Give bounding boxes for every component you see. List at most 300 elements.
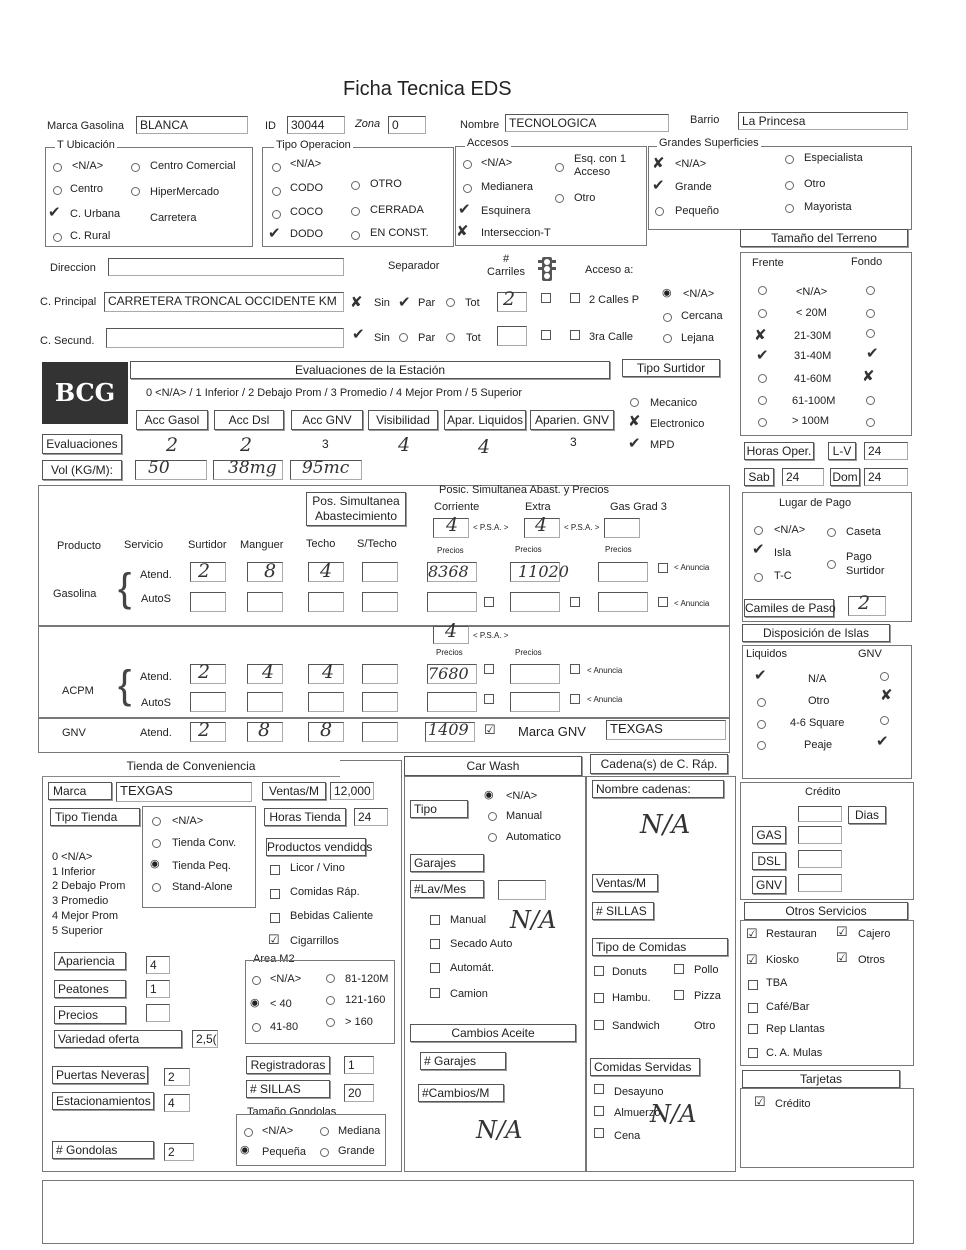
selected-radio-icon: ◉ bbox=[484, 789, 494, 801]
accesos-opt: Esquinera bbox=[481, 205, 531, 217]
acpm-label: ACPM bbox=[62, 685, 94, 697]
separador-label: Separador bbox=[388, 260, 440, 272]
nombre-cadenas-label: Nombre cadenas: bbox=[592, 780, 724, 798]
sillas-tienda-field[interactable]: 20 bbox=[344, 1084, 374, 1102]
radio[interactable] bbox=[758, 418, 767, 427]
comida-opt: Sandwich bbox=[612, 1020, 660, 1032]
radio[interactable] bbox=[463, 160, 472, 169]
eval-col: Apar. Liquidos bbox=[444, 410, 526, 430]
surtidor-opt: MPD bbox=[650, 439, 675, 451]
nombre-field[interactable]: TECNOLOGICA bbox=[505, 114, 669, 132]
carwash-check: Automát. bbox=[450, 962, 495, 974]
carwash-check: Camion bbox=[450, 988, 488, 1000]
acpm-psa-value: 4 bbox=[445, 620, 458, 642]
checkbox[interactable] bbox=[658, 597, 668, 607]
operacion-opt: CERRADA bbox=[370, 204, 424, 216]
scale-item: 0 <N/A> bbox=[52, 851, 93, 863]
cadena-na: N/A bbox=[640, 810, 691, 840]
autos-field[interactable] bbox=[362, 592, 398, 612]
checkbox[interactable] bbox=[270, 889, 280, 899]
radio[interactable] bbox=[272, 210, 281, 219]
radio[interactable] bbox=[131, 187, 140, 196]
selected-radio-icon: ◉ bbox=[662, 287, 672, 299]
checked-box-icon: ☑ bbox=[836, 950, 848, 965]
page-title: Ficha Tecnica EDS bbox=[343, 78, 512, 100]
autos-label: AutoS bbox=[141, 697, 171, 709]
autos-field[interactable] bbox=[362, 692, 398, 712]
marca-gasolina-label: Marca Gasolina bbox=[47, 120, 125, 132]
comida-opt: Otro bbox=[694, 1020, 716, 1032]
pago-opt: Pago Surtidor bbox=[846, 551, 885, 577]
precio-field[interactable] bbox=[598, 562, 648, 582]
tam-opt: Grande bbox=[338, 1145, 375, 1157]
credito-days-field[interactable] bbox=[798, 806, 842, 822]
surtidor-opt: Mecanico bbox=[650, 397, 698, 409]
posic-label: Posic. Simultanea Abast. y Precios bbox=[439, 484, 609, 496]
checkbox[interactable] bbox=[674, 990, 684, 1000]
tam-opt: Mediana bbox=[338, 1125, 381, 1137]
autos-field[interactable] bbox=[247, 592, 283, 612]
grandes-title: Grandes Superficies bbox=[659, 137, 759, 149]
checkbox[interactable] bbox=[541, 293, 551, 303]
radio[interactable] bbox=[488, 812, 497, 821]
precio-value: 11020 bbox=[518, 562, 569, 581]
accesos-opt: Medianera bbox=[481, 181, 533, 193]
radio[interactable] bbox=[152, 883, 161, 892]
radio[interactable] bbox=[866, 396, 875, 405]
radio[interactable] bbox=[399, 333, 408, 342]
checkbox[interactable] bbox=[484, 694, 494, 704]
cadena-title: Cadena(s) de C. Ráp. bbox=[590, 754, 728, 774]
comida-opt: Donuts bbox=[612, 966, 647, 978]
credito-field[interactable] bbox=[798, 874, 842, 892]
checkbox[interactable] bbox=[748, 980, 758, 990]
disposicion-row: N/A bbox=[808, 673, 827, 685]
marca-tienda-label: Marca bbox=[48, 782, 112, 800]
carwash-title: Car Wash bbox=[404, 756, 582, 776]
credito-check-label: Crédito bbox=[775, 1098, 811, 1110]
id-field[interactable]: 30044 bbox=[287, 116, 345, 134]
radio[interactable] bbox=[152, 839, 161, 848]
csecund-field[interactable] bbox=[106, 328, 344, 348]
garajes-label: Garajes bbox=[410, 854, 484, 872]
cambios-na: N/A bbox=[476, 1116, 523, 1144]
comida-opt: Hambu. bbox=[612, 992, 651, 1004]
extra-label: Extra bbox=[525, 501, 551, 513]
terreno-row: > 100M bbox=[792, 415, 829, 427]
checkbox[interactable] bbox=[594, 1106, 604, 1116]
radio[interactable] bbox=[446, 298, 455, 307]
radio[interactable] bbox=[754, 573, 763, 582]
radio[interactable] bbox=[555, 194, 564, 203]
radio[interactable] bbox=[272, 163, 281, 172]
autos-field[interactable] bbox=[190, 592, 226, 612]
tot-label: Tot bbox=[465, 297, 480, 309]
area-opt: < 40 bbox=[270, 998, 292, 1010]
radio[interactable] bbox=[252, 976, 261, 985]
atend-label: Atend. bbox=[140, 727, 172, 739]
checked-box-icon: ☑ bbox=[746, 952, 758, 967]
acpm-precio-field[interactable] bbox=[510, 664, 560, 684]
cprincipal-label: C. Principal bbox=[40, 296, 97, 308]
otros-servicios-title: Otros Servicios bbox=[744, 902, 908, 920]
marca-gasolina-field[interactable]: BLANCA bbox=[136, 116, 248, 134]
radio[interactable] bbox=[320, 1127, 329, 1136]
checkbox[interactable] bbox=[748, 1024, 758, 1034]
otros-opt: TBA bbox=[766, 977, 788, 989]
precios-label: Precios bbox=[605, 545, 632, 554]
marca-gnv-label: Marca GNV bbox=[518, 724, 586, 739]
radio[interactable] bbox=[351, 181, 360, 190]
radio[interactable] bbox=[757, 741, 766, 750]
horas-tienda-field[interactable]: 24 bbox=[354, 808, 388, 826]
stecho-field[interactable] bbox=[362, 562, 398, 582]
peatones-field[interactable]: 1 bbox=[146, 980, 170, 998]
frente-label: Frente bbox=[752, 257, 784, 269]
zona-field[interactable]: 0 bbox=[388, 116, 426, 134]
estac-label: Estacionamientos bbox=[52, 1092, 154, 1110]
radio[interactable] bbox=[866, 309, 875, 318]
checkbox[interactable] bbox=[270, 865, 280, 875]
eval-value: 2 bbox=[166, 434, 179, 456]
direccion-field[interactable] bbox=[108, 258, 344, 276]
radio[interactable] bbox=[785, 155, 794, 164]
csecund-label: C. Secund. bbox=[40, 335, 95, 347]
ubicacion-opt: C. Urbana bbox=[70, 208, 121, 220]
acpm-stecho-field[interactable] bbox=[362, 664, 398, 684]
checkbox[interactable] bbox=[748, 1048, 758, 1058]
radio[interactable] bbox=[446, 333, 455, 342]
radio[interactable] bbox=[488, 833, 497, 842]
tipo-comidas-label: Tipo de Comidas bbox=[592, 938, 728, 956]
precios-tienda-field[interactable] bbox=[146, 1004, 170, 1022]
scale-item: 3 Promedio bbox=[52, 895, 109, 907]
checkbox[interactable] bbox=[541, 330, 551, 340]
col-header: Techo bbox=[306, 538, 336, 550]
lv-field[interactable]: 24 bbox=[864, 442, 908, 460]
radio[interactable] bbox=[866, 418, 875, 427]
eval-value: 4 bbox=[398, 434, 411, 456]
check-mark-icon: ✘ bbox=[754, 327, 767, 344]
check-mark-icon: ✔ bbox=[866, 345, 879, 362]
brace-icon: { bbox=[118, 663, 132, 707]
operacion-opt: COCO bbox=[290, 206, 323, 218]
tarjetas-panel bbox=[740, 1088, 914, 1168]
acpm-value: 4 bbox=[262, 661, 275, 683]
checkbox[interactable] bbox=[570, 597, 580, 607]
checkbox[interactable] bbox=[484, 597, 494, 607]
check-mark-icon: ✔ bbox=[752, 541, 765, 558]
acceso-opt: <N/A> bbox=[683, 288, 715, 300]
radio[interactable] bbox=[866, 329, 875, 338]
autos-precio-field[interactable] bbox=[510, 692, 560, 712]
cambios-aceite-title: Cambios Aceite bbox=[410, 1024, 576, 1042]
brace-icon: { bbox=[118, 566, 132, 610]
radio[interactable] bbox=[663, 313, 672, 322]
grandes-opt: Grande bbox=[675, 181, 712, 193]
checkbox[interactable] bbox=[570, 293, 580, 303]
checkbox[interactable] bbox=[570, 330, 580, 340]
tipo-tienda-opt: Tienda Conv. bbox=[172, 837, 237, 849]
checked-box-icon: ☑ bbox=[484, 722, 496, 737]
credito-field[interactable] bbox=[798, 850, 842, 868]
gnv-col-label: GNV bbox=[858, 648, 882, 660]
ventas-label: Ventas/M bbox=[262, 782, 326, 800]
checkbox[interactable] bbox=[484, 664, 494, 674]
servidas-na: N/A bbox=[650, 1100, 697, 1128]
checkbox[interactable] bbox=[594, 966, 604, 976]
operacion-opt: EN CONST. bbox=[370, 227, 429, 239]
accesos-title: Accesos bbox=[467, 137, 509, 149]
pago-opt: T-C bbox=[774, 570, 792, 582]
checkbox[interactable] bbox=[594, 1084, 604, 1094]
disposicion-title: Disposición de Islas bbox=[742, 624, 890, 642]
comida-opt: Pollo bbox=[694, 964, 719, 976]
carwash-check: Manual bbox=[450, 914, 487, 926]
terreno-row: 61-100M bbox=[792, 395, 836, 407]
radio[interactable] bbox=[53, 163, 62, 172]
atend-label: Atend. bbox=[140, 671, 172, 683]
check-mark-icon: ✔ bbox=[458, 201, 471, 218]
radio[interactable] bbox=[272, 187, 281, 196]
terreno-row: 41-60M bbox=[794, 373, 832, 385]
checkbox[interactable] bbox=[748, 1003, 758, 1013]
servidas-opt: Almuerzo bbox=[614, 1107, 661, 1119]
selected-radio-icon: ◉ bbox=[150, 858, 160, 870]
radio[interactable] bbox=[758, 396, 767, 405]
disposicion-group bbox=[742, 645, 912, 779]
credito-row: DSL bbox=[752, 852, 786, 870]
radio[interactable] bbox=[53, 233, 62, 242]
radio[interactable] bbox=[320, 1148, 329, 1157]
radio[interactable] bbox=[757, 720, 766, 729]
acceso-opt: Lejana bbox=[681, 332, 715, 344]
vol-value: 95mc bbox=[302, 458, 350, 478]
check-mark-icon: ✔ bbox=[876, 733, 889, 750]
gondolas-field[interactable]: 2 bbox=[164, 1143, 194, 1161]
psa-label: < P.S.A. > bbox=[564, 523, 600, 532]
checkbox[interactable] bbox=[570, 694, 580, 704]
puertas-field[interactable]: 2 bbox=[164, 1068, 190, 1086]
sab-field[interactable]: 24 bbox=[782, 468, 824, 486]
radio[interactable] bbox=[131, 163, 140, 172]
radio[interactable] bbox=[351, 231, 360, 240]
autos-precio-field[interactable] bbox=[598, 592, 648, 612]
checkbox[interactable] bbox=[430, 939, 440, 949]
pago-opt: <N/A> bbox=[774, 524, 806, 536]
eval-col: Visibilidad bbox=[368, 410, 438, 430]
otros-opt: Rep Llantas bbox=[766, 1023, 825, 1035]
radio[interactable] bbox=[758, 286, 767, 295]
precios-tienda-label: Precios bbox=[54, 1006, 126, 1024]
disposicion-row: Peaje bbox=[804, 739, 833, 751]
lav-label: #Lav/Mes bbox=[410, 880, 484, 898]
ubicacion-opt: Carretera bbox=[150, 212, 197, 224]
eval-col: Aparien. GNV bbox=[530, 410, 614, 430]
apariencia-field[interactable]: 4 bbox=[146, 956, 170, 974]
terreno-row: 21-30M bbox=[794, 330, 832, 342]
checked-box-icon: ☑ bbox=[268, 932, 280, 947]
checkbox[interactable] bbox=[594, 993, 604, 1003]
peatones-label: Peatones bbox=[54, 980, 126, 998]
selected-radio-icon: ◉ bbox=[240, 1144, 250, 1156]
psa-value: 4 bbox=[535, 514, 548, 536]
terreno-row: < 20M bbox=[796, 307, 827, 319]
precios-label: Precios bbox=[436, 648, 463, 657]
lugar-pago-title: Lugar de Pago bbox=[779, 497, 852, 509]
eval-col: Acc GNV bbox=[291, 410, 363, 430]
radio[interactable] bbox=[326, 1018, 335, 1027]
radio[interactable] bbox=[785, 204, 794, 213]
radio[interactable] bbox=[555, 163, 564, 172]
precios-label: Precios bbox=[515, 545, 542, 554]
techo-value: 4 bbox=[320, 560, 333, 582]
checkbox[interactable] bbox=[594, 1128, 604, 1138]
variedad-field[interactable]: 2,5( bbox=[192, 1030, 218, 1048]
check-mark-icon: ✔ bbox=[48, 204, 61, 221]
barrio-field[interactable]: La Princesa bbox=[738, 112, 908, 130]
credito-field[interactable] bbox=[798, 826, 842, 844]
radio[interactable] bbox=[785, 181, 794, 190]
area-opt: <N/A> bbox=[270, 973, 302, 985]
radio[interactable] bbox=[655, 207, 664, 216]
autos-label: AutoS bbox=[141, 593, 171, 605]
check-mark-icon: ✘ bbox=[880, 687, 893, 704]
gasolina-label: Gasolina bbox=[53, 588, 97, 600]
area-opt: > 160 bbox=[345, 1016, 373, 1028]
col-header: Surtidor bbox=[188, 539, 227, 551]
radio[interactable] bbox=[152, 817, 161, 826]
calle3-label: 3ra Calle bbox=[589, 331, 634, 343]
radio[interactable] bbox=[351, 207, 360, 216]
operacion-opt: <N/A> bbox=[290, 158, 322, 170]
radio[interactable] bbox=[326, 974, 335, 983]
carriles-label: # Carriles bbox=[487, 253, 525, 278]
apariencia-label: Apariencia bbox=[54, 952, 126, 970]
autos-field[interactable] bbox=[308, 592, 344, 612]
notes-box bbox=[42, 1180, 914, 1244]
ubicacion-title: T Ubicación bbox=[57, 139, 115, 151]
otros-opt: C. A. Mulas bbox=[766, 1047, 823, 1059]
pos-sim-label: Pos. Simultanea Abastecimiento bbox=[306, 492, 406, 526]
ubicacion-opt: HiperMercado bbox=[150, 186, 220, 198]
radio[interactable] bbox=[758, 374, 767, 383]
radio[interactable] bbox=[244, 1128, 253, 1137]
checkbox[interactable] bbox=[674, 964, 684, 974]
operacion-opt: CODO bbox=[290, 182, 323, 194]
autos-precio-field[interactable] bbox=[427, 592, 477, 612]
radio[interactable] bbox=[463, 184, 472, 193]
checkbox[interactable] bbox=[570, 664, 580, 674]
marca-tienda-field[interactable]: TEXGAS bbox=[116, 782, 252, 802]
autos-precio-field[interactable] bbox=[510, 592, 560, 612]
col-header: Manguer bbox=[240, 539, 284, 551]
anuncia-label: < Anuncia bbox=[674, 599, 710, 608]
radio[interactable] bbox=[880, 672, 889, 681]
radio[interactable] bbox=[880, 716, 889, 725]
radio[interactable] bbox=[754, 526, 763, 535]
registradoras-label: Registradoras bbox=[246, 1056, 330, 1074]
check-mark-icon: ✔ bbox=[754, 667, 767, 684]
gnv-value: 8 bbox=[258, 719, 271, 741]
selected-radio-icon: ◉ bbox=[250, 997, 260, 1009]
scale-item: 5 Superior bbox=[52, 925, 103, 937]
marca-gnv-field[interactable]: TEXGAS bbox=[606, 720, 726, 740]
estac-field[interactable]: 4 bbox=[164, 1094, 190, 1112]
cprincipal-field[interactable]: CARRETERA TRONCAL OCCIDENTE KM bbox=[104, 292, 344, 312]
psa-field[interactable] bbox=[604, 518, 640, 538]
precios-label: Precios bbox=[515, 648, 542, 657]
acceso-opt: Cercana bbox=[681, 310, 723, 322]
check-mark-icon: ✔ bbox=[628, 435, 641, 452]
gnv-stecho-field[interactable] bbox=[362, 722, 398, 742]
col-header: Servicio bbox=[124, 539, 164, 551]
eval-value: 3 bbox=[322, 437, 329, 451]
checkbox[interactable] bbox=[430, 963, 440, 973]
radio[interactable] bbox=[630, 398, 639, 407]
checkbox[interactable] bbox=[430, 988, 440, 998]
autos-precio-field[interactable] bbox=[427, 692, 477, 712]
checkbox[interactable] bbox=[430, 915, 440, 925]
radio[interactable] bbox=[827, 560, 836, 569]
grandes-opt: Mayorista bbox=[804, 201, 852, 213]
otros-opt: Kiosko bbox=[766, 954, 800, 966]
acpm-value: 2 bbox=[198, 661, 211, 683]
otros-opt: Cajero bbox=[858, 928, 891, 940]
vol-field[interactable] bbox=[135, 460, 207, 480]
checkbox[interactable] bbox=[270, 913, 280, 923]
autos-field[interactable] bbox=[247, 692, 283, 712]
radio[interactable] bbox=[326, 996, 335, 1005]
radio[interactable] bbox=[663, 334, 672, 343]
producto-opt: Bebidas Caliente bbox=[290, 910, 374, 922]
autos-field[interactable] bbox=[190, 692, 226, 712]
ventas-field[interactable]: 12,000 bbox=[330, 782, 374, 800]
radio[interactable] bbox=[866, 286, 875, 295]
evaluaciones-row-label: Evaluaciones bbox=[42, 434, 122, 454]
fondo-label: Fondo bbox=[851, 256, 883, 268]
radio[interactable] bbox=[757, 698, 766, 707]
credito-row: GNV bbox=[752, 876, 786, 894]
variedad-label: Variedad oferta bbox=[54, 1030, 182, 1048]
checkbox[interactable] bbox=[658, 563, 668, 573]
camiles-value: 2 bbox=[858, 592, 871, 614]
grandes-opt: <N/A> bbox=[675, 158, 707, 170]
area-opt: 41-80 bbox=[270, 1021, 299, 1033]
producto-opt: Licor / Vino bbox=[290, 862, 345, 874]
checkbox[interactable] bbox=[594, 1020, 604, 1030]
registradoras-field[interactable]: 1 bbox=[344, 1056, 374, 1074]
gnv-label: GNV bbox=[62, 727, 86, 739]
radio[interactable] bbox=[252, 1023, 261, 1032]
carwash-na: N/A bbox=[510, 906, 557, 934]
radio[interactable] bbox=[53, 186, 62, 195]
divider bbox=[42, 776, 340, 777]
dom-field[interactable]: 24 bbox=[864, 468, 908, 486]
col-header: S/Techo bbox=[357, 538, 397, 550]
gondolas-label: # Gondolas bbox=[52, 1141, 154, 1159]
lv-label: L-V bbox=[828, 442, 856, 460]
autos-field[interactable] bbox=[308, 692, 344, 712]
lav-field[interactable] bbox=[498, 880, 546, 900]
carriles-secund-field[interactable] bbox=[497, 326, 527, 346]
corriente-label: Corriente bbox=[434, 501, 480, 513]
bcg-logo: BCG bbox=[42, 362, 128, 424]
radio[interactable] bbox=[827, 528, 836, 537]
grandes-opt: Pequeño bbox=[675, 205, 720, 217]
radio[interactable] bbox=[758, 309, 767, 318]
precio-value: 8368 bbox=[428, 562, 469, 581]
